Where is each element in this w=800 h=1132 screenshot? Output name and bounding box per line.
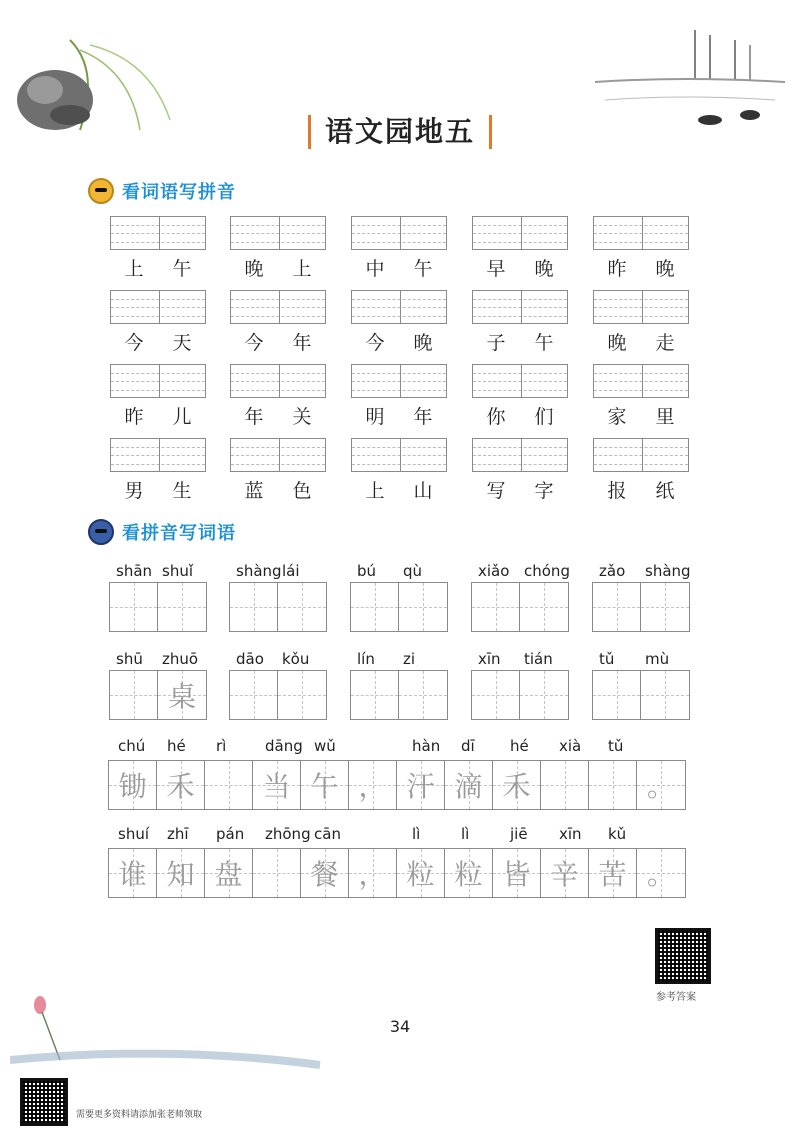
word-pair: [472, 328, 568, 355]
hint-char: 。: [646, 770, 675, 803]
hint-char: 桌: [167, 680, 196, 713]
pinyin-answer-box[interactable]: [593, 290, 689, 324]
pinyin-label: bú: [357, 562, 377, 580]
character-cell[interactable]: [109, 761, 157, 809]
word-char: 走: [655, 332, 675, 354]
character-cell[interactable]: [278, 671, 326, 719]
word-char: 字: [534, 480, 554, 502]
pinyin-label: hé: [510, 737, 529, 755]
word-pair: [593, 476, 689, 503]
word-char: 上: [124, 258, 144, 280]
character-box[interactable]: [109, 582, 207, 632]
pinyin-answer-box[interactable]: [593, 438, 689, 472]
character-box[interactable]: [350, 670, 448, 720]
pinyin-label: qù: [403, 562, 423, 580]
section-header-look-words: [88, 178, 236, 204]
word-char: 午: [413, 258, 433, 280]
character-cell[interactable]: [541, 761, 589, 809]
word-char: 儿: [172, 406, 192, 428]
pinyin-answer-box[interactable]: [351, 364, 447, 398]
character-box[interactable]: [471, 582, 569, 632]
section-title: 看词语写拼音: [122, 182, 236, 203]
hint-char: 锄: [118, 770, 147, 803]
hint-char: 谁: [118, 858, 147, 891]
character-cell[interactable]: [637, 849, 685, 897]
character-box[interactable]: [108, 760, 686, 810]
character-cell[interactable]: [637, 761, 685, 809]
character-cell[interactable]: [593, 671, 641, 719]
word-char: 家: [607, 406, 627, 428]
pinyin-answer-box[interactable]: [472, 364, 568, 398]
word-pair: [472, 476, 568, 503]
word-char: 上: [365, 480, 385, 502]
hint-char: 粒: [406, 858, 435, 891]
qr-caption: 参考答案: [656, 992, 696, 1003]
character-box[interactable]: [229, 582, 327, 632]
page-title: 语文园地五: [308, 115, 492, 149]
word-pair: [230, 328, 326, 355]
character-cell[interactable]: [253, 849, 301, 897]
contact-qr-code[interactable]: [20, 1078, 68, 1126]
word-pair: [472, 254, 568, 281]
character-cell[interactable]: [493, 849, 541, 897]
word-char: 生: [172, 480, 192, 502]
pinyin-label: xīn: [478, 650, 501, 668]
pinyin-answer-box[interactable]: [110, 216, 206, 250]
pinyin-label: dāo: [236, 650, 264, 668]
word-pair: [351, 402, 447, 429]
word-char: 年: [244, 406, 264, 428]
word-char: 关: [292, 406, 312, 428]
pinyin-label: chóng: [524, 562, 570, 580]
character-cell[interactable]: [301, 849, 349, 897]
word-char: 报: [607, 480, 627, 502]
character-cell[interactable]: [589, 761, 637, 809]
character-cell[interactable]: [205, 761, 253, 809]
hint-char: 盘: [214, 858, 243, 891]
character-box[interactable]: [229, 670, 327, 720]
character-cell[interactable]: [493, 761, 541, 809]
opera-mask-icon: [88, 519, 114, 545]
word-pair: [593, 402, 689, 429]
pinyin-label: kǔ: [608, 825, 627, 843]
pinyin-label: lì: [461, 825, 470, 843]
character-cell[interactable]: [349, 761, 397, 809]
character-box[interactable]: [108, 848, 686, 898]
character-box[interactable]: [592, 582, 690, 632]
character-cell[interactable]: [399, 583, 447, 631]
character-cell[interactable]: [397, 849, 445, 897]
word-char: 天: [172, 332, 192, 354]
hint-char: 滴: [454, 770, 483, 803]
character-cell[interactable]: [278, 583, 326, 631]
pinyin-label: shuí: [118, 825, 149, 843]
pinyin-label: kǒu: [282, 650, 310, 668]
pinyin-answer-box[interactable]: [351, 438, 447, 472]
character-cell[interactable]: [157, 849, 205, 897]
character-cell[interactable]: [397, 761, 445, 809]
pinyin-label: mù: [645, 650, 670, 668]
pinyin-answer-box[interactable]: [230, 438, 326, 472]
character-box[interactable]: [109, 670, 207, 720]
character-cell[interactable]: [351, 671, 399, 719]
pinyin-label: shàng: [645, 562, 691, 580]
word-pair: [230, 476, 326, 503]
hint-char: 禾: [166, 770, 195, 803]
pinyin-label: shuǐ: [162, 562, 193, 580]
word-char: 午: [534, 332, 554, 354]
character-cell[interactable]: [230, 671, 278, 719]
character-cell[interactable]: [445, 761, 493, 809]
hint-char: 当: [262, 770, 291, 803]
character-cell[interactable]: [110, 671, 158, 719]
pinyin-label: zi: [403, 650, 416, 668]
word-char: 们: [534, 406, 554, 428]
character-cell[interactable]: [158, 583, 206, 631]
word-char: 上: [292, 258, 312, 280]
word-pair: [593, 254, 689, 281]
word-char: 午: [172, 258, 192, 280]
character-cell[interactable]: [641, 671, 689, 719]
hint-char: ，: [358, 858, 387, 891]
word-char: 子: [486, 332, 506, 354]
answer-qr-code[interactable]: [655, 928, 711, 984]
pinyin-answer-box[interactable]: [593, 216, 689, 250]
word-char: 今: [365, 332, 385, 354]
pinyin-label: dī: [461, 737, 475, 755]
character-cell[interactable]: [593, 583, 641, 631]
pinyin-answer-box[interactable]: [110, 290, 206, 324]
hint-char: 午: [310, 770, 339, 803]
word-char: 明: [365, 406, 385, 428]
page-title-wrap: [0, 115, 800, 149]
pinyin-label: lì: [412, 825, 421, 843]
word-char: 山: [413, 480, 433, 502]
character-cell[interactable]: [351, 583, 399, 631]
pinyin-label: tián: [524, 650, 553, 668]
pinyin-label: dāng: [265, 737, 303, 755]
pinyin-answer-box[interactable]: [230, 364, 326, 398]
character-cell[interactable]: [253, 761, 301, 809]
pinyin-label: xiǎo: [478, 562, 510, 580]
word-char: 年: [292, 332, 312, 354]
word-pair: [110, 254, 206, 281]
pinyin-answer-box[interactable]: [351, 216, 447, 250]
pinyin-label: zhī: [167, 825, 189, 843]
pinyin-answer-box[interactable]: [472, 438, 568, 472]
character-cell[interactable]: [445, 849, 493, 897]
character-cell[interactable]: [520, 671, 568, 719]
footer-note: 需要更多资料请添加张老师领取: [76, 1110, 203, 1120]
pinyin-answer-box[interactable]: [230, 216, 326, 250]
pinyin-label: shū: [116, 650, 143, 668]
word-char: 纸: [655, 480, 675, 502]
hint-char: 皆: [502, 858, 531, 891]
word-char: 写: [486, 480, 506, 502]
hint-char: 禾: [502, 770, 531, 803]
pinyin-answer-box[interactable]: [230, 290, 326, 324]
opera-mask-icon: [88, 178, 114, 204]
word-pair: [110, 476, 206, 503]
section-header-look-pinyin: [88, 519, 236, 545]
character-cell[interactable]: [541, 849, 589, 897]
word-char: 色: [292, 480, 312, 502]
character-cell[interactable]: [230, 583, 278, 631]
hint-char: 辛: [550, 858, 579, 891]
hint-char: 餐: [310, 858, 339, 891]
word-char: 晚: [534, 258, 554, 280]
pinyin-label: xīn: [559, 825, 582, 843]
pinyin-label: xià: [559, 737, 582, 755]
pinyin-label: chú: [118, 737, 146, 755]
word-pair: [351, 328, 447, 355]
word-char: 昨: [607, 258, 627, 280]
pinyin-answer-box[interactable]: [593, 364, 689, 398]
word-char: 早: [486, 258, 506, 280]
word-char: 蓝: [244, 480, 264, 502]
pinyin-label: lái: [282, 562, 300, 580]
character-box[interactable]: [592, 670, 690, 720]
pinyin-answer-box[interactable]: [472, 290, 568, 324]
pinyin-label: rì: [216, 737, 227, 755]
hint-char: 粒: [454, 858, 483, 891]
hint-char: 。: [646, 858, 675, 891]
pinyin-answer-box[interactable]: [351, 290, 447, 324]
section-title: 看拼音写词语: [122, 523, 236, 544]
pinyin-label: hàn: [412, 737, 441, 755]
word-pair: [472, 402, 568, 429]
hint-char: 汗: [406, 770, 435, 803]
word-char: 中: [365, 258, 385, 280]
hint-char: 苦: [598, 858, 627, 891]
pinyin-label: wǔ: [314, 737, 336, 755]
character-cell[interactable]: [472, 671, 520, 719]
character-box[interactable]: [350, 582, 448, 632]
word-pair: [110, 402, 206, 429]
pinyin-answer-box[interactable]: [110, 364, 206, 398]
word-char: 今: [244, 332, 264, 354]
pinyin-label: pán: [216, 825, 245, 843]
character-cell[interactable]: [472, 583, 520, 631]
character-cell[interactable]: [205, 849, 253, 897]
character-cell[interactable]: [110, 583, 158, 631]
character-cell[interactable]: [301, 761, 349, 809]
word-pair: [230, 402, 326, 429]
word-pair: [593, 328, 689, 355]
character-cell[interactable]: [157, 761, 205, 809]
pinyin-label: hé: [167, 737, 186, 755]
character-cell[interactable]: [641, 583, 689, 631]
pinyin-label: zhōng: [265, 825, 311, 843]
word-pair: [351, 476, 447, 503]
pinyin-answer-box[interactable]: [472, 216, 568, 250]
pinyin-label: tǔ: [608, 737, 624, 755]
character-cell[interactable]: [399, 671, 447, 719]
word-char: 晚: [413, 332, 433, 354]
character-cell[interactable]: [158, 671, 206, 719]
pinyin-label: zhuō: [162, 650, 199, 668]
word-char: 年: [413, 406, 433, 428]
pinyin-label: cān: [314, 825, 341, 843]
word-pair: [230, 254, 326, 281]
word-char: 今: [124, 332, 144, 354]
word-pair: [110, 328, 206, 355]
word-pair: [351, 254, 447, 281]
pinyin-label: jiē: [510, 825, 528, 843]
word-char: 晚: [244, 258, 264, 280]
hint-char: ，: [358, 770, 387, 803]
word-char: 晚: [607, 332, 627, 354]
word-char: 里: [655, 406, 675, 428]
character-cell[interactable]: [109, 849, 157, 897]
word-char: 男: [124, 480, 144, 502]
hint-char: 知: [166, 858, 195, 891]
character-box[interactable]: [471, 670, 569, 720]
word-char: 晚: [655, 258, 675, 280]
character-cell[interactable]: [520, 583, 568, 631]
pinyin-label: tǔ: [599, 650, 615, 668]
word-char: 昨: [124, 406, 144, 428]
pinyin-label: shàng: [236, 562, 282, 580]
character-cell[interactable]: [349, 849, 397, 897]
page-number: 34: [389, 1017, 411, 1036]
pinyin-label: shān: [116, 562, 153, 580]
word-char: 你: [486, 406, 506, 428]
pinyin-answer-box[interactable]: [110, 438, 206, 472]
pinyin-label: lín: [357, 650, 375, 668]
pinyin-label: zǎo: [599, 562, 626, 580]
character-cell[interactable]: [589, 849, 637, 897]
